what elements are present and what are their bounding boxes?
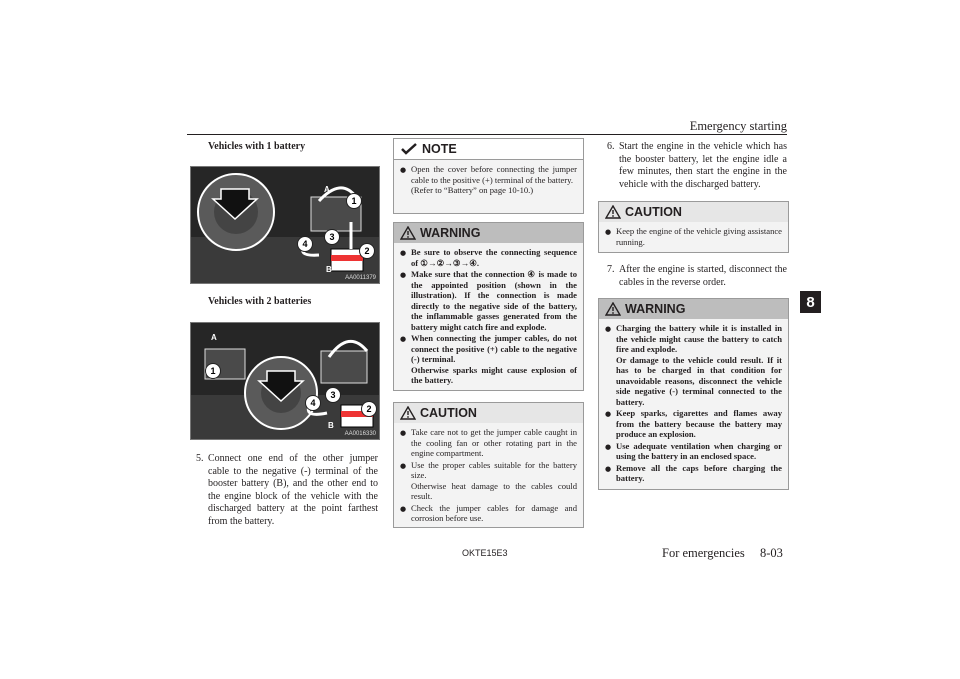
header-rule [187,134,787,135]
warning-header: WARNING [599,299,788,319]
caution-box-cables [393,402,584,528]
footer-section: For emergencies [662,546,745,560]
figure-two-batteries [190,322,380,440]
warning-triangle-icon [400,226,416,240]
marker-3: 3 [324,229,340,245]
label-a: A [324,185,330,194]
warning-box-connection [393,222,584,391]
heading-two-batteries: Vehicles with 2 batteries [208,296,312,307]
caution-body: ● Keep the engine of the vehicle giving assistance running. [605,226,782,247]
bullet-icon: ● [605,442,612,451]
caution-triangle-icon [400,406,416,420]
warning-body: ● Be sure to observe the connecting sequence of ①→②→③→④. ● Make sure that the connection ④ is made to the appointed position (shown in the illustration). If the connection is made directly to the negative side of the battery, the inflammable gasses generated from the battery might catch fire and explode. ● When connecting the jumper cables, do not connect the positive (+) cable to the negative (-) terminal. Otherwise sparks might cause explosion of the battery. [400,247,577,385]
bullet-icon: ● [605,325,612,333]
figure-one-battery [190,166,380,284]
bullet-icon: ● [605,464,612,473]
label-b: B [328,421,334,430]
note-box [393,138,584,214]
marker-4: 4 [297,236,313,252]
caution-header: CAUTION [599,202,788,222]
caution-triangle-icon [605,205,621,219]
bullet-icon: ● [400,461,407,470]
marker-2: 2 [359,243,375,259]
running-header: Emergency starting [689,119,787,133]
marker-4: 4 [305,395,321,411]
marker-1: 1 [205,363,221,379]
caution-header: CAUTION [394,403,583,423]
caution-body: ● Take care not to get the jumper cable caught in the cooling fan or other rotating part in the engine compartment. ● Use the proper cables suitable for the battery size. Otherwise heat damage to the cables could result. ● Check the jumper cables for damage and corrosion before use. [400,427,577,523]
warning-body: ● Charging the battery while it is installed in the vehicle might cause the battery to catch fire and explode. Or damage to the vehicle could result. If it has to be charged in that condition for unavoidable reasons, disconnect the vehicle side negative (-) terminal connected to the battery. ● Keep sparks, cigarettes and flames away from the battery because the battery may produce an explosion. ● Use adequate ventilation when charging or using the battery in an enclosed space. ● Remove all the caps before charging the battery. [605,323,782,483]
bullet-icon: ● [400,335,407,343]
label-a: A [211,333,217,342]
warning-triangle-icon [605,302,621,316]
marker-2: 2 [361,401,377,417]
marker-3: 3 [325,387,341,403]
note-pencil-icon [400,142,418,156]
bullet-icon: ● [400,166,407,174]
step-6: 6. Start the engine in the vehicle which has the booster battery, let the engine idle a few minutes, then start the engine in the vehicle with the discharged battery. [607,141,787,190]
bullet-icon: ● [400,429,407,437]
figure-code: AA0016330 [344,431,376,437]
caution-box-engine [598,201,789,253]
note-body: ● Open the cover before connecting the jumper cable to the positive (+) terminal of the battery. (Refer to “Battery” on page 10-10.) [400,164,577,195]
warning-box-charging [598,298,789,490]
document-code: OKTE15E3 [462,548,508,558]
note-header: NOTE [394,139,583,160]
bullet-icon: ● [400,249,407,257]
heading-one-battery: Vehicles with 1 battery [208,141,306,152]
step-5: 5. Connect one end of the other jumper cable to the negative (-) terminal of the booster battery (B), and the other end to the engine block of the vehicle with the discharged battery at the point farthest from the battery. [196,453,378,527]
warning-header: WARNING [394,223,583,243]
figure-code: AA0011379 [345,275,376,281]
bullet-icon: ● [400,271,407,279]
marker-1: 1 [346,193,362,209]
step-7: 7. After the engine is started, disconnect the cables in the reverse order. [607,264,787,288]
label-b: B [326,265,332,274]
page-number: 8-03 [760,546,783,560]
bullet-icon: ● [400,504,407,513]
bullet-icon: ● [605,410,612,418]
bullet-icon: ● [605,228,612,236]
section-tab[interactable]: 8 [800,291,821,313]
